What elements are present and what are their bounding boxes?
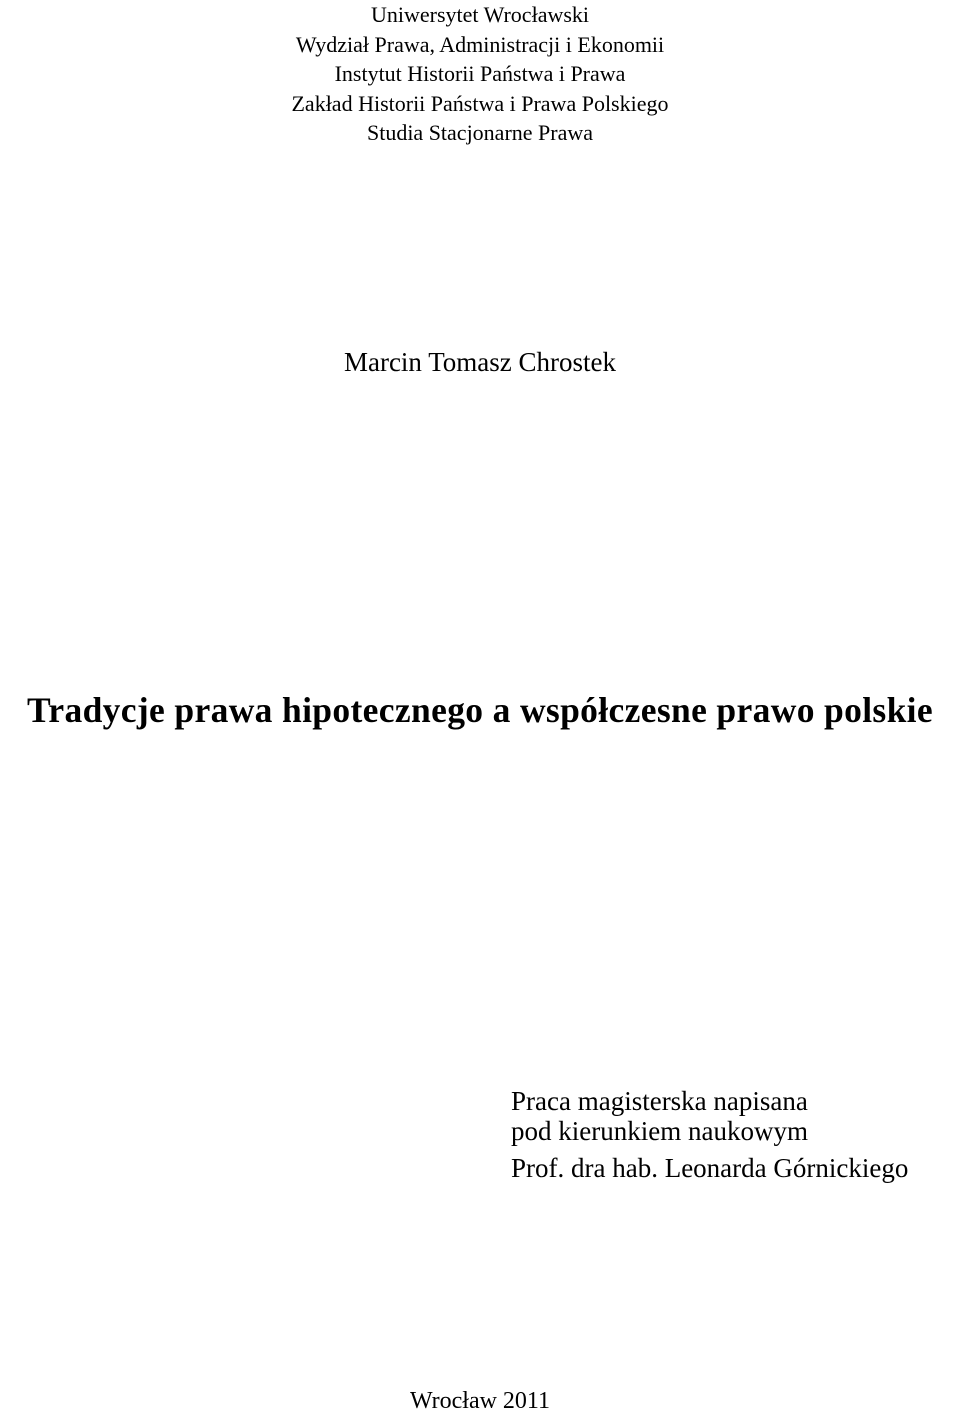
university-name: Uniwersytet Wrocławski <box>370 2 590 27</box>
institution-header <box>0 0 960 148</box>
author-name: Marcin Tomasz Chrostek <box>343 347 617 377</box>
thesis-title: Tradycje prawa hipotecznego a współczesne prawo polskie <box>26 690 934 730</box>
supervisor-block <box>511 1086 960 1184</box>
supervisor-name: Prof. dra hab. Leonarda Górnickiego <box>511 1153 909 1183</box>
thesis-type-line: Praca magisterska napisana <box>511 1086 808 1116</box>
department-name: Zakład Historii Państwa i Prawa Polskiego <box>291 90 669 116</box>
institute-name: Instytut Historii Państwa i Prawa <box>334 61 626 86</box>
faculty-name: Wydział Prawa, Administracji i Ekonomii <box>295 31 665 57</box>
supervision-line: pod kierunkiem naukowym <box>511 1116 808 1146</box>
studies-name: Studia Stacjonarne Prawa <box>366 120 594 145</box>
place-and-year: Wrocław 2011 <box>409 1388 551 1414</box>
